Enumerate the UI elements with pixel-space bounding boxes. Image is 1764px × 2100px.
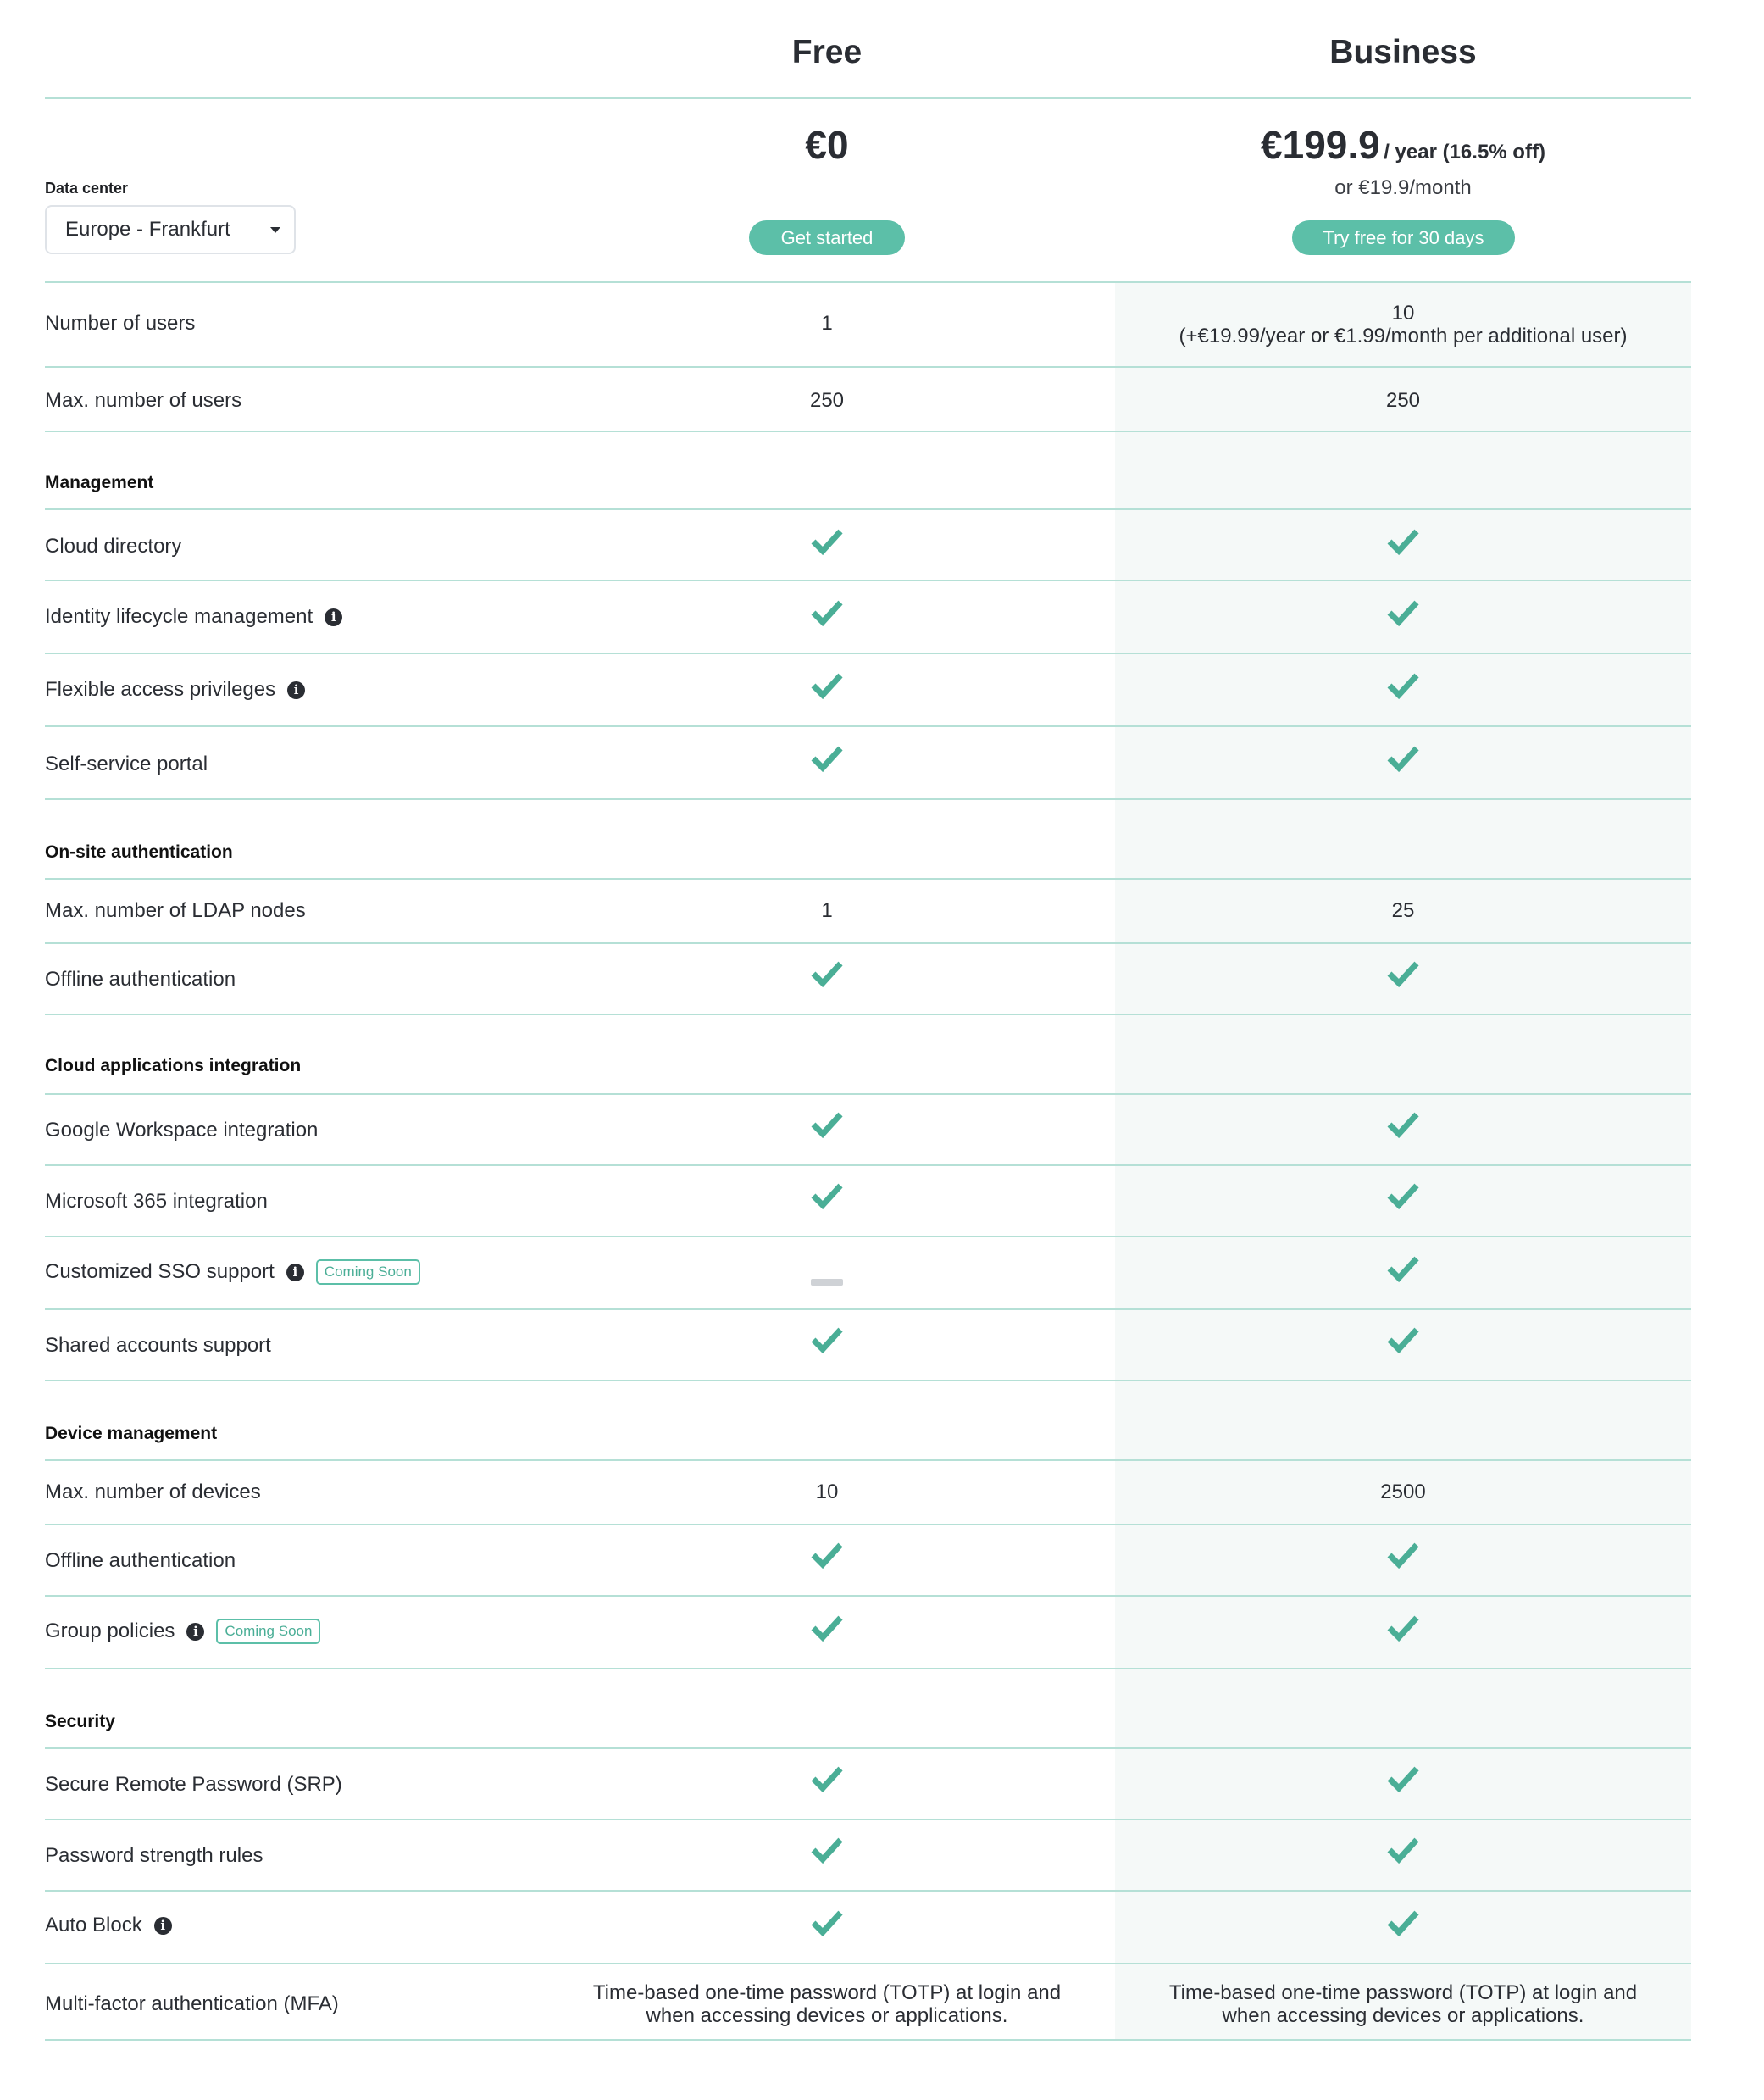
row-label: Password strength rules — [45, 1844, 263, 1867]
cell-free — [539, 1908, 1115, 1943]
cell-business-line: (+€19.99/year or €1.99/month per additional user) — [1179, 325, 1628, 347]
plan-name-free: Free — [791, 34, 863, 70]
cell-business-line: when accessing devices or applications. — [1222, 2004, 1584, 2027]
cell-business — [1115, 1614, 1691, 1648]
coming-soon-badge: Coming Soon — [316, 1259, 420, 1285]
cell-business — [1115, 1764, 1691, 1799]
section-title: On-site authentication — [45, 842, 233, 862]
table-row — [45, 368, 1691, 431]
info-icon[interactable]: i — [325, 608, 342, 626]
cell-business — [1115, 1110, 1691, 1145]
table-row — [45, 581, 1691, 653]
cell-free — [539, 1268, 1115, 1292]
check-icon — [810, 598, 844, 627]
cell-free-line: Time-based one-time password (TOTP) at login and — [592, 1981, 1062, 2004]
table-row — [45, 944, 1691, 1014]
cell-business — [1115, 302, 1691, 347]
table-row — [45, 1310, 1691, 1380]
section-title: Security — [45, 1712, 115, 1731]
row-label-text: Customized SSO support — [45, 1260, 275, 1283]
table-row — [45, 880, 1691, 942]
get-started-button[interactable]: Get started — [749, 220, 905, 255]
table-row — [45, 654, 1691, 725]
cell-free — [539, 1541, 1115, 1575]
check-icon — [810, 1614, 844, 1642]
price-free: €0 — [805, 123, 849, 167]
section-header — [45, 1669, 1691, 1747]
data-center-value: Europe - Frankfurt — [65, 218, 230, 241]
row-label: Self-service portal — [45, 753, 208, 775]
check-icon — [810, 1325, 844, 1354]
cell-business-line: 10 — [1391, 302, 1415, 325]
table-row — [45, 510, 1691, 580]
check-icon — [1386, 1110, 1420, 1139]
section-header — [45, 1015, 1691, 1093]
table-row — [45, 1964, 1691, 2039]
table-row — [45, 1749, 1691, 1819]
cell-free — [539, 527, 1115, 562]
cell-business — [1115, 1325, 1691, 1360]
cell-free — [539, 598, 1115, 633]
check-icon — [810, 1110, 844, 1139]
data-center-label: Data center — [45, 180, 129, 197]
cell-free — [539, 1325, 1115, 1360]
cell-free — [539, 1836, 1115, 1870]
cell-business: 250 — [1385, 389, 1421, 412]
cell-business — [1115, 1541, 1691, 1575]
cell-free — [539, 1764, 1115, 1799]
table-row — [45, 1820, 1691, 1890]
cell-business — [1115, 1908, 1691, 1943]
check-icon — [1386, 1541, 1420, 1569]
row-label: Secure Remote Password (SRP) — [45, 1773, 342, 1796]
row-label: Offline authentication — [45, 1549, 236, 1572]
row-label: Max. number of users — [45, 389, 242, 412]
check-icon — [810, 1181, 844, 1210]
table-row — [45, 1166, 1691, 1236]
check-icon — [810, 744, 844, 773]
table-row — [45, 1095, 1691, 1164]
data-center-select[interactable] — [45, 205, 296, 254]
cell-business — [1115, 598, 1691, 633]
row-label: Google Workspace integration — [45, 1119, 319, 1142]
row-label: Multi-factor authentication (MFA) — [45, 1992, 339, 2015]
check-icon — [1386, 744, 1420, 773]
check-icon — [810, 527, 844, 556]
check-icon — [1386, 1254, 1420, 1283]
dash-icon — [811, 1279, 843, 1286]
table-row — [45, 283, 1691, 366]
row-label: Shared accounts support — [45, 1334, 271, 1357]
cell-business — [1115, 1981, 1691, 2027]
caret-down-icon — [270, 227, 280, 233]
info-icon[interactable]: i — [287, 681, 305, 699]
cell-business — [1115, 1836, 1691, 1870]
divider — [45, 2039, 1691, 2041]
table-row — [45, 727, 1691, 798]
table-row — [45, 1597, 1691, 1668]
cell-business: 2500 — [1380, 1481, 1426, 1503]
price-business — [1115, 122, 1691, 168]
cell-free — [539, 671, 1115, 706]
table-row — [45, 1461, 1691, 1524]
section-header — [45, 432, 1691, 508]
cell-business — [1115, 527, 1691, 562]
cell-free: 250 — [809, 389, 845, 412]
cell-free: 1 — [821, 899, 833, 922]
row-label: Number of users — [45, 312, 196, 335]
check-icon — [810, 959, 844, 988]
row-label — [45, 678, 305, 702]
check-icon — [1386, 598, 1420, 627]
section-title: Cloud applications integration — [45, 1056, 302, 1075]
cell-business — [1115, 1181, 1691, 1216]
info-icon[interactable]: i — [286, 1264, 304, 1281]
info-icon[interactable]: i — [186, 1623, 204, 1641]
section-header — [45, 800, 1691, 878]
check-icon — [1386, 527, 1420, 556]
check-icon — [810, 1908, 844, 1937]
price-business-amount: €199.9 — [1261, 123, 1380, 167]
cell-business — [1115, 959, 1691, 994]
section-title: Device management — [45, 1424, 218, 1443]
check-icon — [810, 671, 844, 700]
row-label — [45, 1914, 172, 1937]
row-label — [45, 1619, 320, 1644]
row-label: Offline authentication — [45, 968, 236, 991]
row-label: Max. number of devices — [45, 1481, 261, 1503]
plan-name-business: Business — [1329, 34, 1477, 70]
price-business-suffix: / year (16.5% off) — [1384, 141, 1545, 164]
row-label — [45, 1259, 420, 1285]
try-free-button[interactable]: Try free for 30 days — [1292, 220, 1515, 255]
row-label — [45, 605, 342, 629]
row-label-text: Flexible access privileges — [45, 678, 276, 701]
table-row — [45, 1237, 1691, 1308]
check-icon — [810, 1764, 844, 1793]
check-icon — [1386, 1764, 1420, 1793]
check-icon — [1386, 959, 1420, 988]
check-icon — [1386, 1836, 1420, 1864]
cell-business — [1115, 671, 1691, 706]
cell-business — [1115, 744, 1691, 779]
info-icon[interactable]: i — [154, 1917, 172, 1935]
cell-free — [539, 1981, 1115, 2027]
table-row — [45, 1525, 1691, 1595]
check-icon — [810, 1836, 844, 1864]
row-label-text: Group policies — [45, 1619, 175, 1642]
cell-free — [539, 744, 1115, 779]
section-title: Management — [45, 473, 154, 492]
divider — [45, 97, 1691, 99]
cell-free — [539, 1110, 1115, 1145]
cell-free: 1 — [821, 312, 833, 335]
row-label: Cloud directory — [45, 535, 182, 558]
cell-business-line: Time-based one-time password (TOTP) at login and — [1168, 1981, 1638, 2004]
check-icon — [1386, 1908, 1420, 1937]
check-icon — [810, 1541, 844, 1569]
row-label-text: Identity lifecycle management — [45, 605, 313, 628]
check-icon — [1386, 1614, 1420, 1642]
row-label: Max. number of LDAP nodes — [45, 899, 306, 922]
check-icon — [1386, 1181, 1420, 1210]
row-label-text: Auto Block — [45, 1914, 142, 1936]
cell-free — [539, 1614, 1115, 1648]
cell-free: 10 — [815, 1481, 839, 1503]
cell-business — [1115, 1254, 1691, 1289]
cell-business: 25 — [1391, 899, 1415, 922]
table-row — [45, 1892, 1691, 1963]
check-icon — [1386, 671, 1420, 700]
check-icon — [1386, 1325, 1420, 1354]
cell-free-line: when accessing devices or applications. — [646, 2004, 1008, 2027]
section-header — [45, 1381, 1691, 1459]
price-business-monthly: or €19.9/month — [1334, 176, 1472, 199]
cell-free — [539, 1181, 1115, 1216]
row-label: Microsoft 365 integration — [45, 1190, 268, 1213]
coming-soon-badge: Coming Soon — [216, 1619, 320, 1644]
cell-free — [539, 959, 1115, 994]
